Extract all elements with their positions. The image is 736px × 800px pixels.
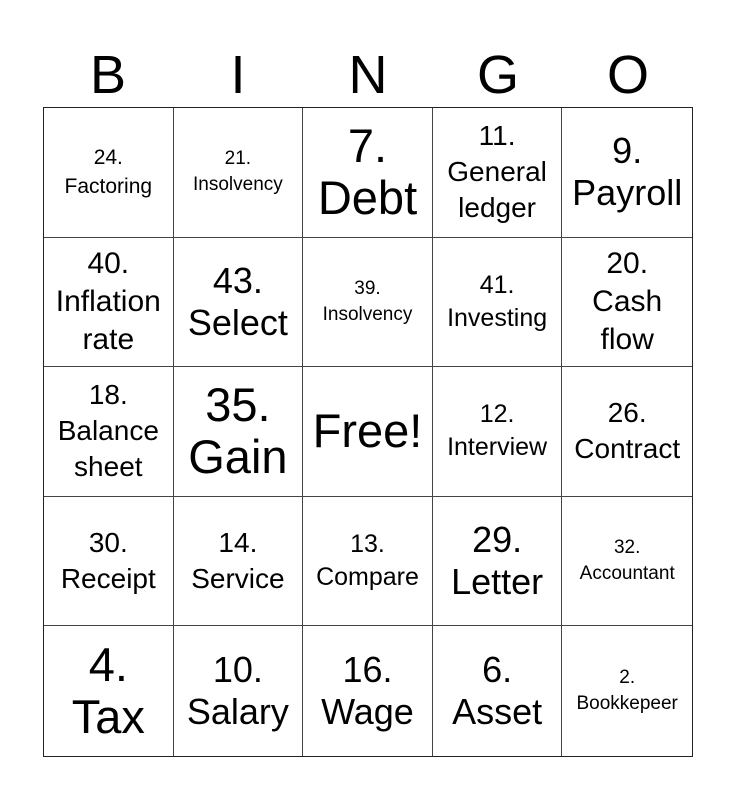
- bingo-cell-r3c4[interactable]: [433, 367, 563, 497]
- header-letter-g: G: [476, 45, 519, 105]
- bingo-cell-r1c3[interactable]: [303, 108, 433, 238]
- cell-term: Debt: [317, 171, 418, 225]
- cell-number: 2.: [619, 667, 636, 689]
- bingo-cell-r2c4[interactable]: [433, 238, 563, 368]
- cell-term: Insolvency: [193, 174, 283, 196]
- bingo-cell-r1c4[interactable]: [433, 108, 563, 238]
- bingo-cell-r1c5[interactable]: [562, 108, 692, 238]
- cell-term: Payroll: [572, 172, 683, 214]
- cell-number: 10.: [212, 649, 263, 691]
- header-letter-i: I: [230, 45, 246, 105]
- header-letter-o: O: [606, 45, 649, 105]
- bingo-cell-r4c1[interactable]: [44, 497, 174, 627]
- cell-term: Investing: [447, 303, 548, 332]
- bingo-cell-r3c1[interactable]: [44, 367, 174, 497]
- cell-term: Insolvency: [322, 303, 413, 325]
- cell-term: Contract: [574, 433, 681, 465]
- cell-number: 4.: [88, 638, 128, 692]
- cell-term: Factoring: [64, 175, 153, 199]
- bingo-cell-r5c1[interactable]: [44, 626, 174, 756]
- cell-number: 7.: [347, 119, 388, 173]
- cell-term-line2: flow: [600, 322, 654, 356]
- cell-term-line2: ledger: [458, 192, 537, 224]
- bingo-cell-r1c1[interactable]: [44, 108, 174, 238]
- bingo-cell-r1c2[interactable]: [174, 108, 304, 238]
- cell-number: 43.: [212, 259, 263, 301]
- cell-term: Bookkepeer: [576, 693, 678, 715]
- cell-term: Letter: [451, 561, 544, 603]
- bingo-board: [43, 107, 693, 757]
- bingo-cell-r3c5[interactable]: [562, 367, 692, 497]
- cell-term: Tax: [71, 690, 145, 744]
- bingo-cell-r4c2[interactable]: [174, 497, 304, 627]
- cell-term: Cash: [592, 284, 663, 318]
- header-letter-n: N: [348, 45, 388, 105]
- cell-number: 35.: [205, 378, 271, 432]
- cell-term-line2: rate: [82, 322, 135, 356]
- cell-number: 30.: [88, 527, 128, 559]
- cell-term: Salary: [186, 691, 289, 733]
- bingo-cell-r5c3[interactable]: [303, 626, 433, 756]
- header-letter-b: B: [89, 45, 127, 105]
- cell-term: Asset: [452, 691, 543, 733]
- bingo-cell-r2c3[interactable]: [303, 238, 433, 368]
- cell-number: 41.: [479, 270, 515, 299]
- cell-term: Service: [191, 563, 285, 595]
- cell-term: Inflation: [55, 284, 161, 318]
- cell-number: 9.: [612, 130, 643, 172]
- cell-term: Gain: [188, 430, 288, 484]
- cell-number: 39.: [354, 277, 381, 299]
- bingo-cell-r5c4[interactable]: [433, 626, 563, 756]
- cell-term: Compare: [316, 563, 419, 592]
- cell-term: Balance: [57, 415, 159, 447]
- cell-number: 20.: [606, 246, 649, 280]
- cell-term-line2: sheet: [74, 451, 143, 483]
- cell-term: Interview: [447, 433, 548, 462]
- bingo-cell-r2c1[interactable]: [44, 238, 174, 368]
- cell-number: 29.: [472, 519, 523, 561]
- cell-number: 6.: [482, 649, 513, 691]
- cell-number: 21.: [224, 148, 252, 170]
- cell-number: 32.: [613, 537, 641, 559]
- bingo-cell-free[interactable]: [303, 367, 433, 497]
- cell-number: 12.: [479, 400, 515, 429]
- bingo-cell-r4c4[interactable]: [433, 497, 563, 627]
- cell-number: 16.: [342, 649, 393, 691]
- cell-number: 14.: [218, 527, 258, 559]
- bingo-cell-r2c5[interactable]: [562, 238, 692, 368]
- cell-term: General: [447, 156, 547, 188]
- bingo-cell-r5c2[interactable]: [174, 626, 304, 756]
- cell-number: 24.: [93, 146, 123, 170]
- cell-term: Wage: [321, 691, 414, 733]
- cell-term: Accountant: [579, 563, 675, 585]
- bingo-header: [43, 42, 693, 108]
- cell-term: Receipt: [60, 563, 156, 595]
- bingo-cell-r4c5[interactable]: [562, 497, 692, 627]
- bingo-cell-r4c3[interactable]: [303, 497, 433, 627]
- cell-number: 18.: [88, 379, 128, 411]
- free-space-label: Free!: [312, 404, 423, 458]
- bingo-cell-r2c2[interactable]: [174, 238, 304, 368]
- cell-term: Select: [187, 301, 288, 343]
- bingo-cell-r3c2[interactable]: [174, 367, 304, 497]
- cell-number: 13.: [350, 530, 385, 559]
- bingo-cell-r5c5[interactable]: [562, 626, 692, 756]
- cell-number: 40.: [87, 246, 130, 280]
- cell-number: 26.: [607, 397, 647, 429]
- cell-number: 11.: [478, 120, 516, 152]
